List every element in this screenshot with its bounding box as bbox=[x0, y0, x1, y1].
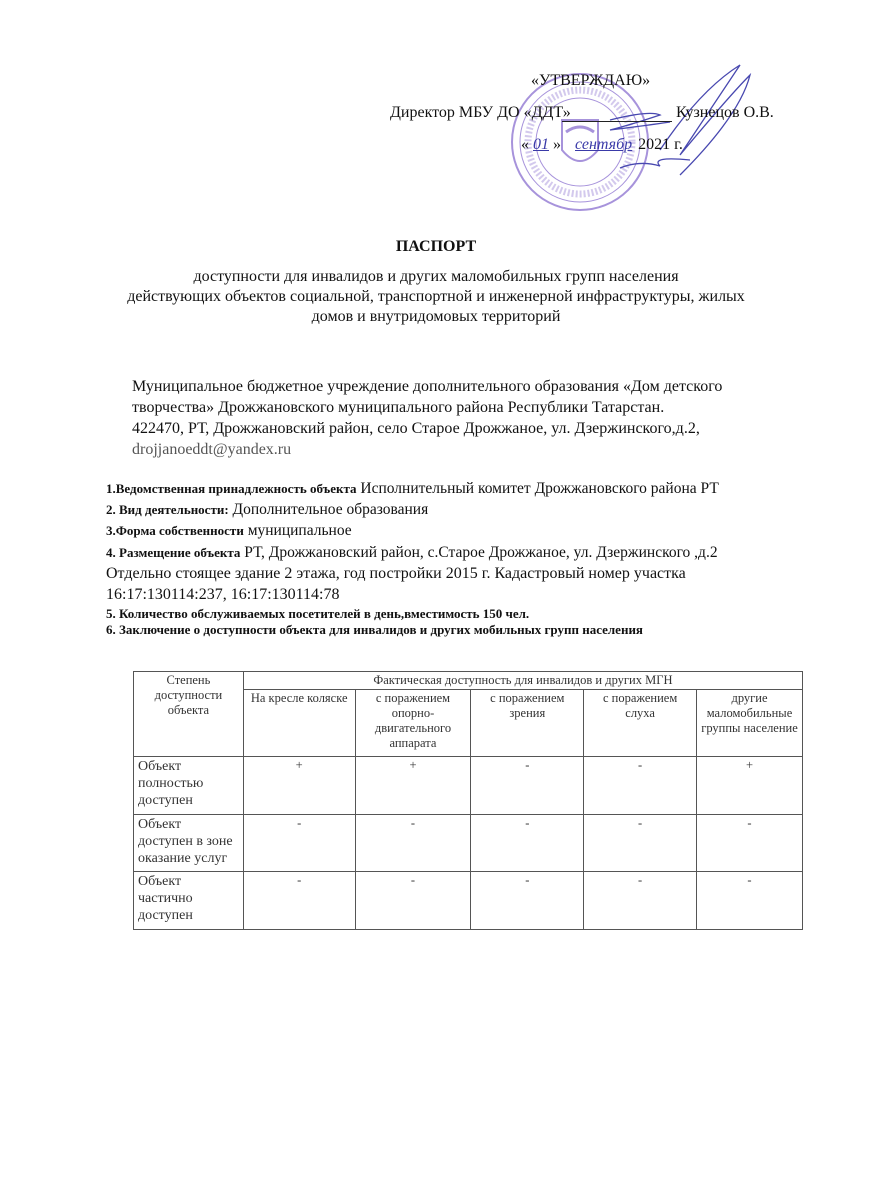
section-value: муниципальное bbox=[247, 522, 352, 539]
cell: - bbox=[584, 872, 697, 930]
date-day: 01 bbox=[533, 136, 549, 153]
date-quote-open: « bbox=[521, 136, 529, 153]
cell: - bbox=[584, 757, 697, 815]
cell: + bbox=[355, 757, 471, 815]
section-label: 2. Вид деятельности: bbox=[106, 502, 229, 517]
column-header: с поражением опорно-двигательного аппарата bbox=[355, 690, 471, 757]
section-6: 6. Заключение о доступности объекта для инвалидов и других мобильных групп населения bbox=[106, 622, 643, 637]
cell: - bbox=[355, 815, 471, 872]
cell: - bbox=[697, 872, 803, 930]
accessibility-table bbox=[133, 671, 803, 930]
cell: - bbox=[584, 815, 697, 872]
org-address: 422470, РТ, Дрожжановский район, село Старое Дрожжаное, ул. Дзержинского,д.2, bbox=[132, 420, 700, 437]
org-name-cont: творчества» Дрожжановского муниципального района Республики Татарстан. bbox=[132, 399, 665, 416]
signature-line bbox=[562, 121, 672, 122]
building-line-1: Отдельно стоящее здание 2 этажа, год постройки 2015 г. Кадастровый номер участка bbox=[106, 565, 686, 582]
subtitle-line: доступности для инвалидов и других маломобильных групп населения bbox=[193, 268, 679, 285]
section-value: РТ, Дрожжановский район, с.Старое Дрожжаное, ул. Дзержинского ,д.2 bbox=[244, 544, 718, 561]
subtitle-line: действующих объектов социальной, транспортной и инженерной инфраструктуры, жилых bbox=[127, 288, 745, 305]
org-email-link[interactable]: drojjanoeddt@yandex.ru bbox=[132, 441, 292, 458]
organization-info bbox=[132, 376, 722, 460]
section-2 bbox=[106, 501, 428, 519]
approval-name: Кузнецов О.В. bbox=[676, 104, 774, 121]
cell: - bbox=[697, 815, 803, 872]
section-5: 5. Количество обслуживаемых посетителей в день,вместимость 150 чел. bbox=[106, 606, 530, 621]
approval-director: Директор МБУ ДО «ДДТ» bbox=[390, 104, 571, 121]
row-label: Объект частично доступен bbox=[134, 872, 244, 930]
column-header: На кресле коляске bbox=[243, 690, 355, 757]
date-year: 2021 г. bbox=[638, 136, 683, 153]
date-quote-close: » bbox=[553, 136, 561, 153]
section-value: Исполнительный комитет Дрожжановского района РТ bbox=[360, 480, 719, 497]
cell: - bbox=[471, 872, 584, 930]
row-label: Объект полностью доступен bbox=[134, 757, 244, 815]
org-name: Муниципальное бюджетное учреждение дополнительного образования «Дом детского bbox=[132, 378, 723, 395]
section-value: Дополнительное образования bbox=[232, 501, 429, 518]
cell: - bbox=[243, 815, 355, 872]
cell: - bbox=[471, 815, 584, 872]
column-header: с поражением зрения bbox=[471, 690, 584, 757]
row-label: Объект доступен в зоне оказание услуг bbox=[134, 815, 244, 872]
section-label: 1.Ведомственная принадлежность объекта bbox=[106, 481, 357, 496]
table-row bbox=[134, 757, 803, 815]
date-month: сентябр bbox=[575, 136, 633, 153]
approval-title: «УТВЕРЖДАЮ» bbox=[531, 72, 651, 89]
column-header: с поражением слуха bbox=[584, 690, 697, 757]
cell: - bbox=[243, 872, 355, 930]
section-3 bbox=[106, 522, 352, 540]
cell: + bbox=[243, 757, 355, 815]
corner-header: Степень доступности объекта bbox=[134, 672, 244, 757]
section-1 bbox=[106, 480, 719, 498]
page-title: ПАСПОРТ bbox=[395, 238, 477, 255]
section-label: 4. Размещение объекта bbox=[106, 545, 241, 560]
table-row bbox=[134, 872, 803, 930]
building-line-2: 16:17:130114:237, 16:17:130114:78 bbox=[106, 586, 340, 603]
table-row bbox=[134, 815, 803, 872]
group-header: Фактическая доступность для инвалидов и других МГН bbox=[243, 672, 802, 690]
subtitle-line: домов и внутридомовых территорий bbox=[311, 308, 561, 325]
cell: - bbox=[471, 757, 584, 815]
section-4 bbox=[106, 544, 718, 562]
subtitle bbox=[0, 267, 872, 327]
section-label: 3.Форма собственности bbox=[106, 523, 244, 538]
approval-date bbox=[521, 136, 683, 154]
cell: + bbox=[697, 757, 803, 815]
cell: - bbox=[355, 872, 471, 930]
column-header: другие маломобильные группы население bbox=[697, 690, 803, 757]
